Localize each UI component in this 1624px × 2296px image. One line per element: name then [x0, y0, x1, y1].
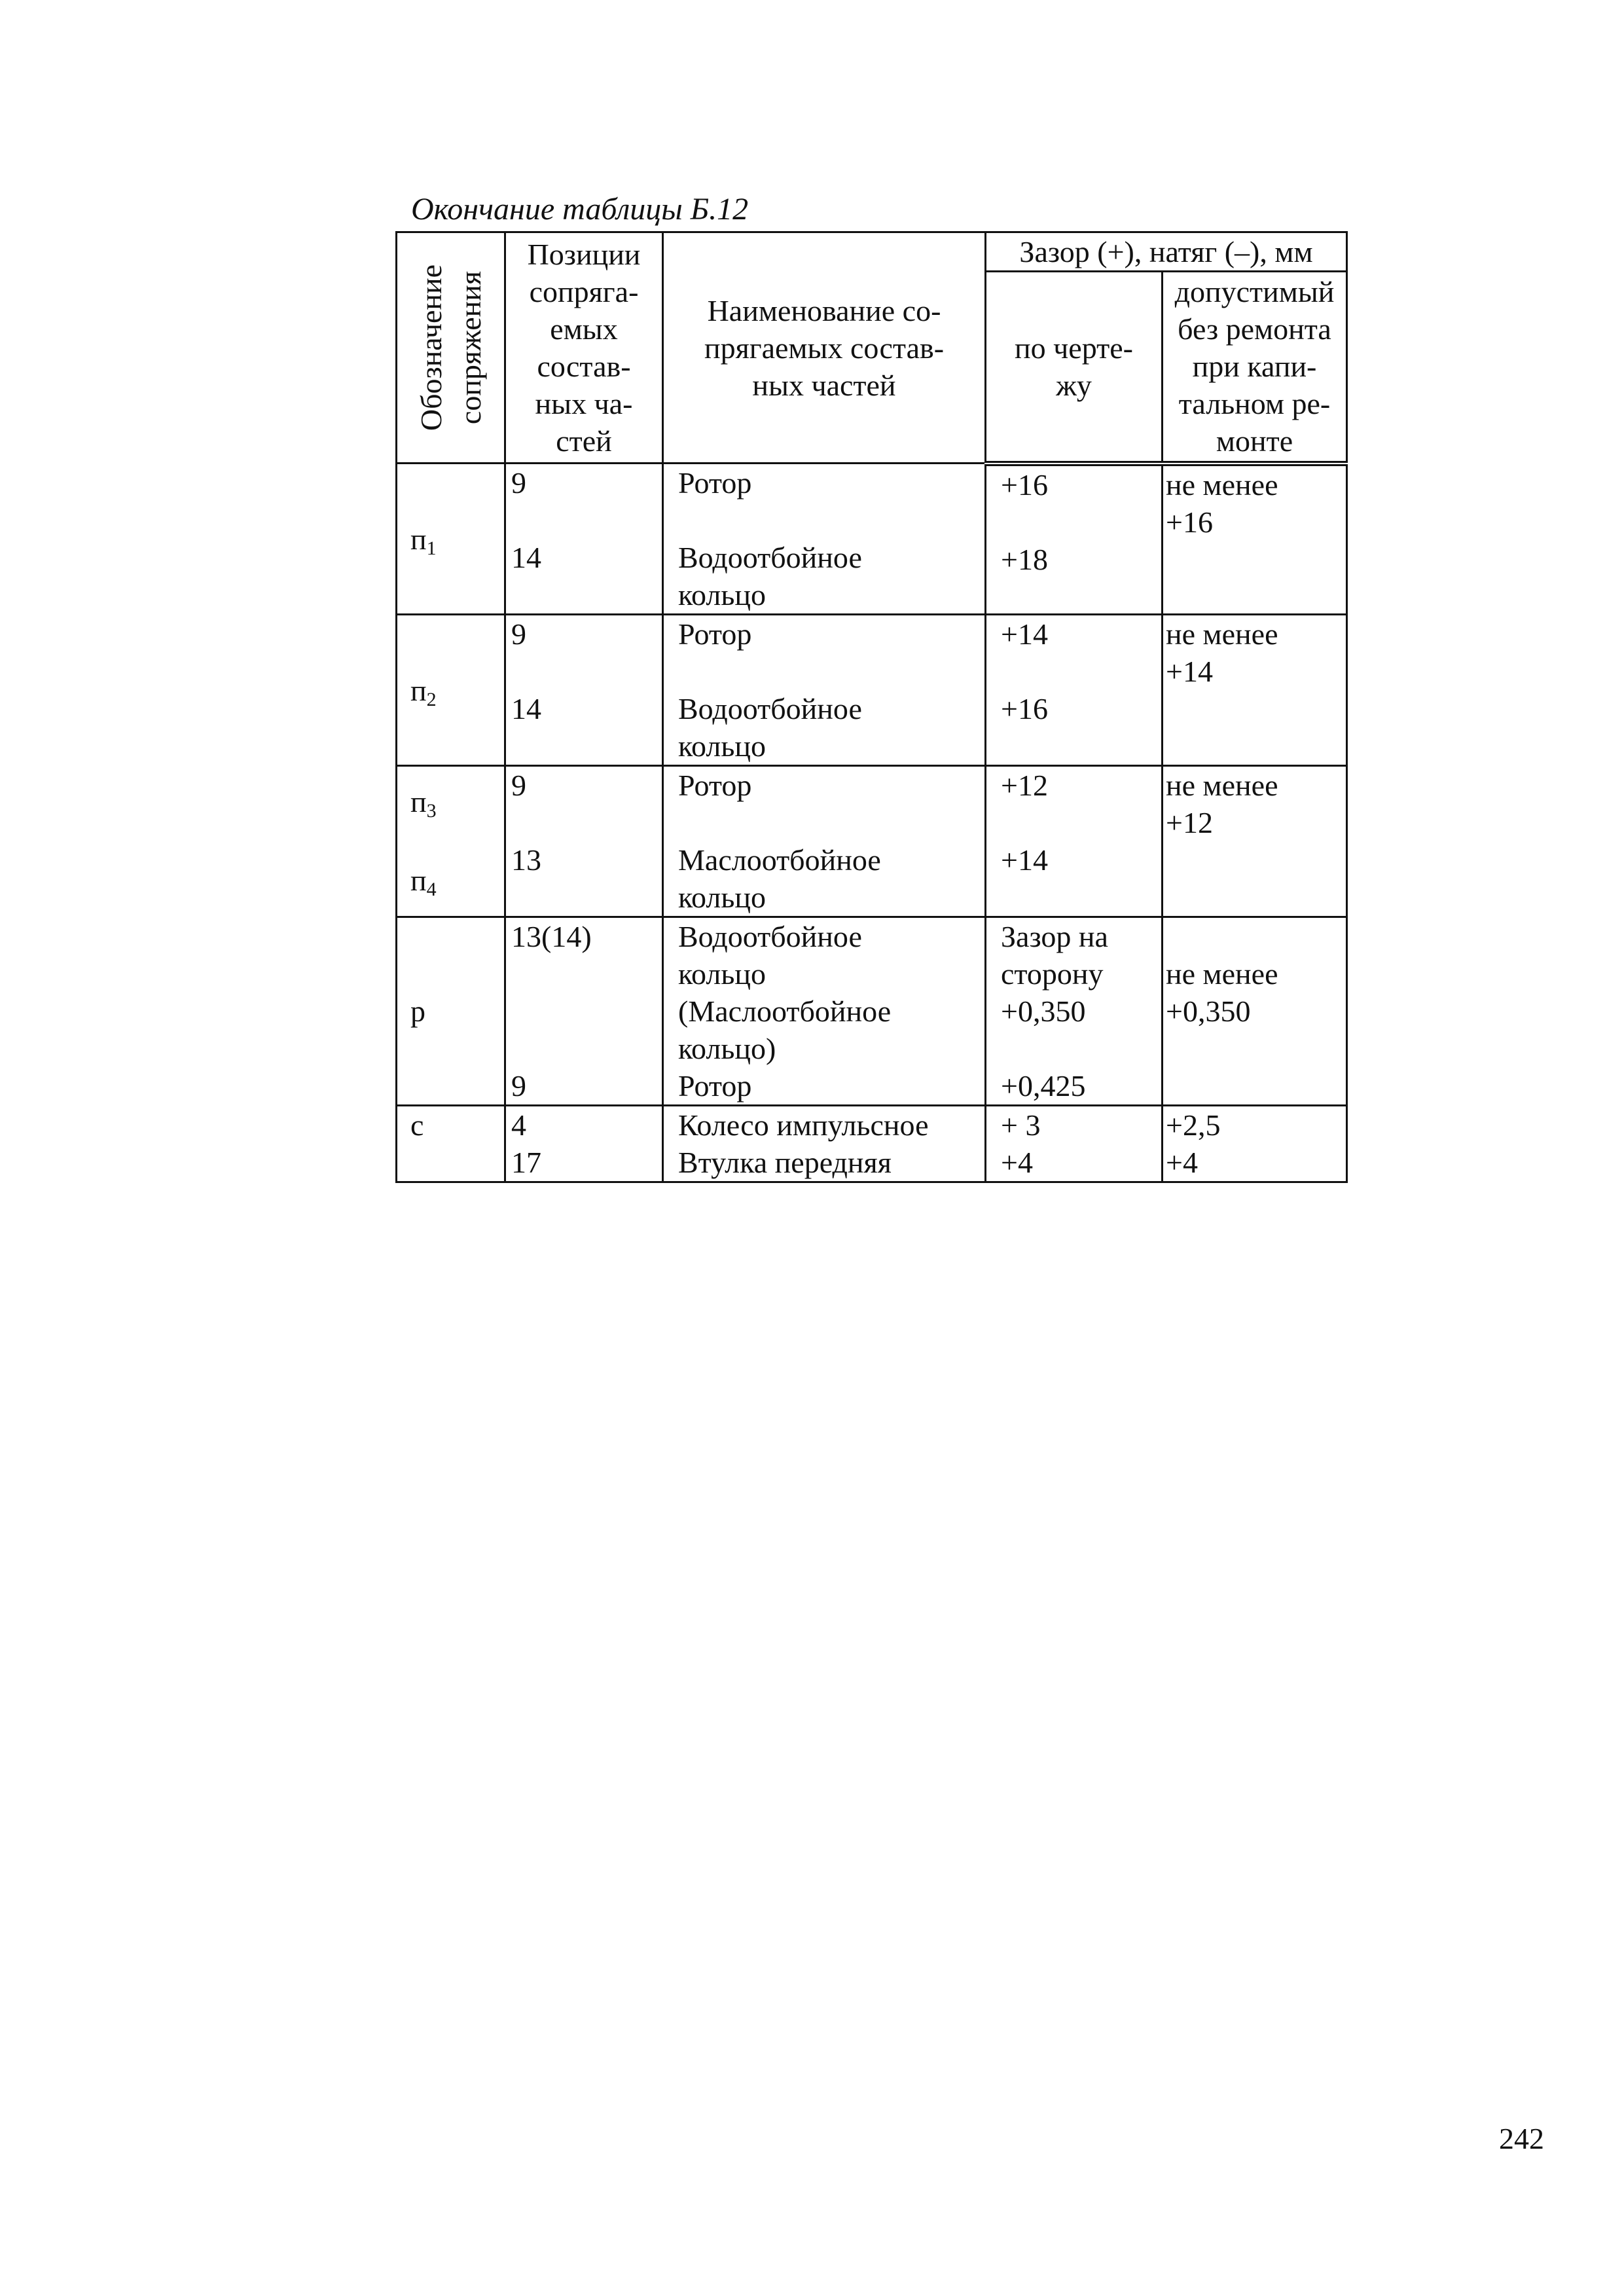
position-value: 14 [511, 692, 541, 725]
allowed-value: не менее [1166, 617, 1278, 651]
designation-index: 4 [426, 879, 437, 900]
drawing-value: +12 [1001, 769, 1048, 802]
header-positions-line: состав- [537, 350, 631, 383]
position-value: 17 [511, 1146, 541, 1179]
position-value: 9 [511, 617, 526, 651]
header-allowed-line: тальном ре- [1178, 387, 1331, 421]
page-number: 242 [1499, 2122, 1544, 2155]
part-name: Ротор [678, 1069, 752, 1102]
header-allowed-line: без ремонта [1178, 312, 1331, 346]
designation-cell [397, 917, 505, 1106]
header-name-line: Наименование со- [707, 293, 941, 327]
allowed-value: +2,5 [1166, 1108, 1221, 1142]
header-positions-line: сопряга- [529, 275, 639, 308]
header-name-line: ных частей [752, 368, 896, 402]
designation-index: 2 [426, 688, 437, 710]
designation-index: 3 [426, 800, 437, 822]
drawing-value: +18 [1001, 542, 1048, 576]
part-name: Ротор [678, 466, 752, 500]
allowed-value: не менее [1166, 769, 1278, 802]
drawing-value: Зазор на [1001, 920, 1108, 953]
positions-cell [505, 917, 663, 1106]
allowed-value: +14 [1166, 655, 1213, 688]
header-gap-group: Зазор (+), натяг (–), мм [986, 232, 1347, 272]
designation-cell [397, 1106, 505, 1182]
drawing-cell [986, 464, 1163, 615]
allowed-cell [1163, 615, 1347, 766]
position-value: 9 [511, 769, 526, 802]
position-value: 14 [511, 541, 541, 574]
allowed-value: +0,350 [1166, 994, 1251, 1028]
header-drawing-line: по черте- [1015, 331, 1133, 365]
mating-table [395, 231, 1346, 1183]
drawing-cell [986, 917, 1163, 1106]
part-name: кольцо [678, 578, 766, 611]
allowed-cell [1163, 766, 1347, 917]
names-cell [663, 1106, 986, 1182]
part-name: кольцо [678, 957, 766, 991]
part-name: Втулка передняя [678, 1146, 892, 1179]
names-cell [663, 615, 986, 766]
allowed-value: +12 [1166, 806, 1213, 839]
header-row-1 [397, 232, 1347, 272]
designation-letter: с [410, 1108, 424, 1142]
designation-cell [397, 464, 505, 615]
allowed-cell [1163, 464, 1347, 615]
drawing-cell [986, 1106, 1163, 1182]
names-cell [663, 464, 986, 615]
header-allowed-line: допустимый [1174, 275, 1335, 309]
part-name: (Маслоотбойное [678, 994, 892, 1028]
header-positions [505, 232, 663, 464]
header-allowed-line: монте [1216, 424, 1293, 458]
position-value: 4 [511, 1108, 526, 1142]
table-caption: Окончание таблицы Б.12 [411, 192, 749, 227]
header-allowed [1163, 272, 1347, 464]
part-name: Водоотбойное [678, 692, 862, 725]
position-value: 9 [511, 466, 526, 500]
designation-cell [397, 615, 505, 766]
part-name: Колесо импульсное [678, 1108, 929, 1142]
table [395, 231, 1348, 1183]
positions-cell [505, 464, 663, 615]
table-row [397, 615, 1347, 766]
allowed-cell [1163, 1106, 1347, 1182]
drawing-value: + 3 [1001, 1108, 1041, 1142]
designation-cell [397, 766, 505, 917]
drawing-value: +14 [1001, 617, 1048, 651]
header-positions-line: стей [556, 424, 612, 458]
allowed-value: +16 [1166, 505, 1213, 539]
header-name [663, 232, 986, 464]
designation-letter: р [410, 994, 425, 1028]
allowed-value: не менее [1166, 957, 1278, 991]
part-name: кольцо [678, 729, 766, 763]
drawing-value: +0,425 [1001, 1069, 1086, 1102]
header-drawing-line: жу [1056, 368, 1092, 402]
positions-cell [505, 615, 663, 766]
header-designation-line: сопряжения [453, 270, 487, 425]
header-positions-line: ных ча- [535, 387, 633, 420]
part-name: Маслоотбойное [678, 843, 881, 877]
designation-letter: п [410, 522, 427, 556]
drawing-value: +4 [1001, 1146, 1033, 1179]
header-positions-line: Позиции [527, 238, 641, 271]
header-name-line: прягаемых состав- [704, 331, 945, 365]
allowed-value: +4 [1166, 1146, 1198, 1179]
table-row [397, 1106, 1347, 1182]
position-value: 13(14) [511, 920, 592, 953]
drawing-cell [986, 766, 1163, 917]
drawing-value: +16 [1001, 467, 1048, 501]
allowed-value: не менее [1166, 467, 1278, 501]
drawing-value: +0,350 [1001, 994, 1086, 1028]
part-name: Водоотбойное [678, 541, 862, 574]
drawing-value: сторону [1001, 957, 1104, 991]
part-name: кольцо) [678, 1032, 776, 1065]
position-value: 13 [511, 843, 541, 877]
positions-cell [505, 1106, 663, 1182]
designation-letter: п [410, 785, 427, 818]
designation-letter: п [410, 864, 427, 897]
part-name: Ротор [678, 617, 752, 651]
part-name: кольцо [678, 881, 766, 914]
header-designation-line: Обозначение [414, 264, 448, 431]
names-cell [663, 766, 986, 917]
header-positions-line: емых [550, 312, 618, 346]
part-name: Водоотбойное [678, 920, 862, 953]
part-name: Ротор [678, 769, 752, 802]
position-value: 9 [511, 1069, 526, 1102]
drawing-value: +14 [1001, 843, 1048, 877]
header-allowed-line: при капи- [1192, 350, 1317, 384]
designation-index: 1 [426, 537, 437, 559]
drawing-value: +16 [1001, 692, 1048, 725]
allowed-cell [1163, 917, 1347, 1106]
names-cell [663, 917, 986, 1106]
positions-cell [505, 766, 663, 917]
header-drawing [986, 272, 1163, 464]
designation-letter: п [410, 673, 427, 707]
table-row [397, 464, 1347, 615]
table-row [397, 917, 1347, 1106]
header-designation [397, 232, 505, 464]
table-row [397, 766, 1347, 917]
drawing-cell [986, 615, 1163, 766]
